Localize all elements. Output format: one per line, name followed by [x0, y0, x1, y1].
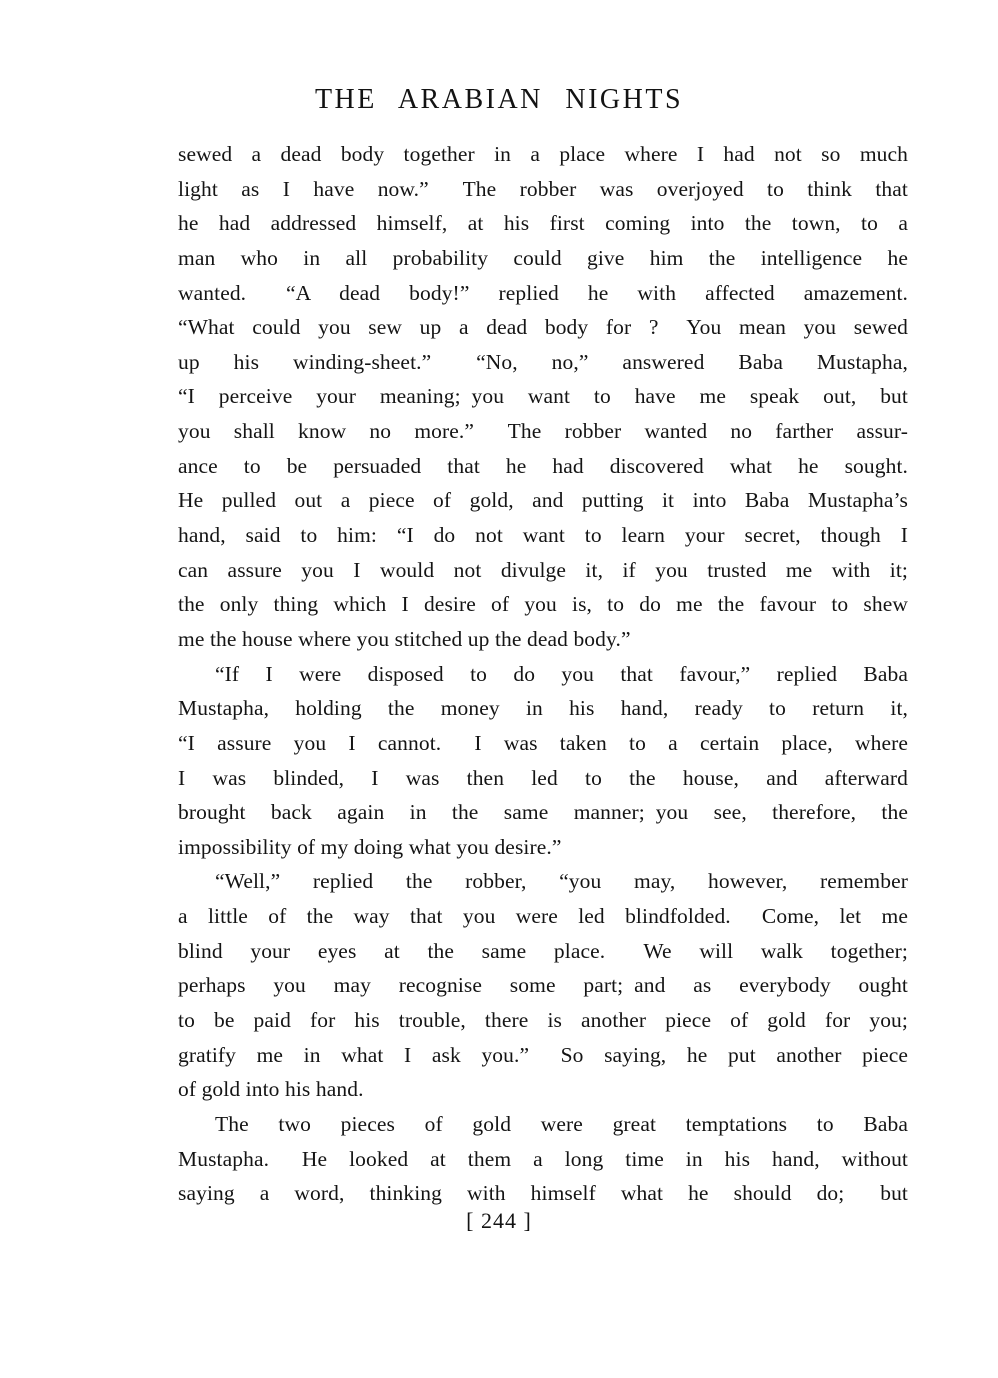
- text-line: Mustapha, holding the money in his hand, ready to return it,: [178, 696, 908, 721]
- text-line: a little of the way that you were led blindfolded. Come, let me: [178, 904, 908, 929]
- running-head: THE ARABIAN NIGHTS: [314, 84, 684, 115]
- text-line: “I assure you I cannot. I was taken to a certain place, where: [178, 730, 908, 755]
- text-line: he had addressed himself, at his first coming into the town, to a: [178, 211, 908, 236]
- text-line: to be paid for his trouble, there is another piece of gold for you;: [178, 1008, 908, 1033]
- text-line: Mustapha. He looked at them a long time in his hand, without: [178, 1146, 908, 1171]
- text-line: gratify me in what I ask you.” So saying, he put another piece: [178, 1042, 908, 1067]
- text-line: ance to be persuaded that he had discovered what he sought.: [178, 453, 908, 478]
- text-line: the only thing which I desire of you is, to do me the favour to shew: [178, 592, 908, 617]
- text-line: can assure you I would not divulge it, if you trusted me with it;: [178, 557, 908, 582]
- text-line: perhaps you may recognise some part; and as everybody ought: [178, 973, 908, 998]
- text-line: “If I were disposed to do you that favour,” replied Baba: [215, 661, 908, 686]
- text-line: impossibility of my doing what you desire.”: [178, 834, 562, 859]
- text-block: [178, 137, 908, 1211]
- text-line: sewed a dead body together in a place where I had not so much: [178, 142, 908, 166]
- text-line: you shall know no more.” The robber wanted no farther assur-: [178, 419, 908, 444]
- text-line: light as I have now.” The robber was overjoyed to think that: [178, 176, 908, 201]
- text-line: of gold into his hand.: [178, 1077, 364, 1102]
- text-line: man who in all probability could give him the intelligence he: [178, 245, 908, 270]
- text-line: “I perceive your meaning; you want to have me speak out, but: [178, 384, 908, 409]
- text-line: He pulled out a piece of gold, and putting it into Baba Mustapha’s: [178, 488, 908, 513]
- text-line: “What could you sew up a dead body for ? You mean you sewed: [178, 315, 908, 340]
- text-line: up his winding-sheet.” “No, no,” answered Baba Mustapha,: [178, 349, 908, 374]
- page-number: [ 244 ]: [466, 1208, 532, 1233]
- text-line: wanted. “A dead body!” replied he with affected amazement.: [178, 280, 908, 305]
- text-line: me the house where you stitched up the dead body.”: [178, 626, 631, 651]
- text-line: The two pieces of gold were great temptations to Baba: [215, 1111, 908, 1136]
- text-line: hand, said to him: “I do not want to learn your secret, though I: [178, 523, 908, 548]
- text-line: brought back again in the same manner; you see, therefore, the: [178, 800, 908, 825]
- text-line: I was blinded, I was then led to the house, and afterward: [178, 765, 908, 790]
- text-line: blind your eyes at the same place. We will walk together;: [178, 938, 908, 963]
- text-line: “Well,” replied the robber, “you may, however, remember: [215, 869, 908, 894]
- text-line: saying a word, thinking with himself what he should do; but: [178, 1181, 908, 1206]
